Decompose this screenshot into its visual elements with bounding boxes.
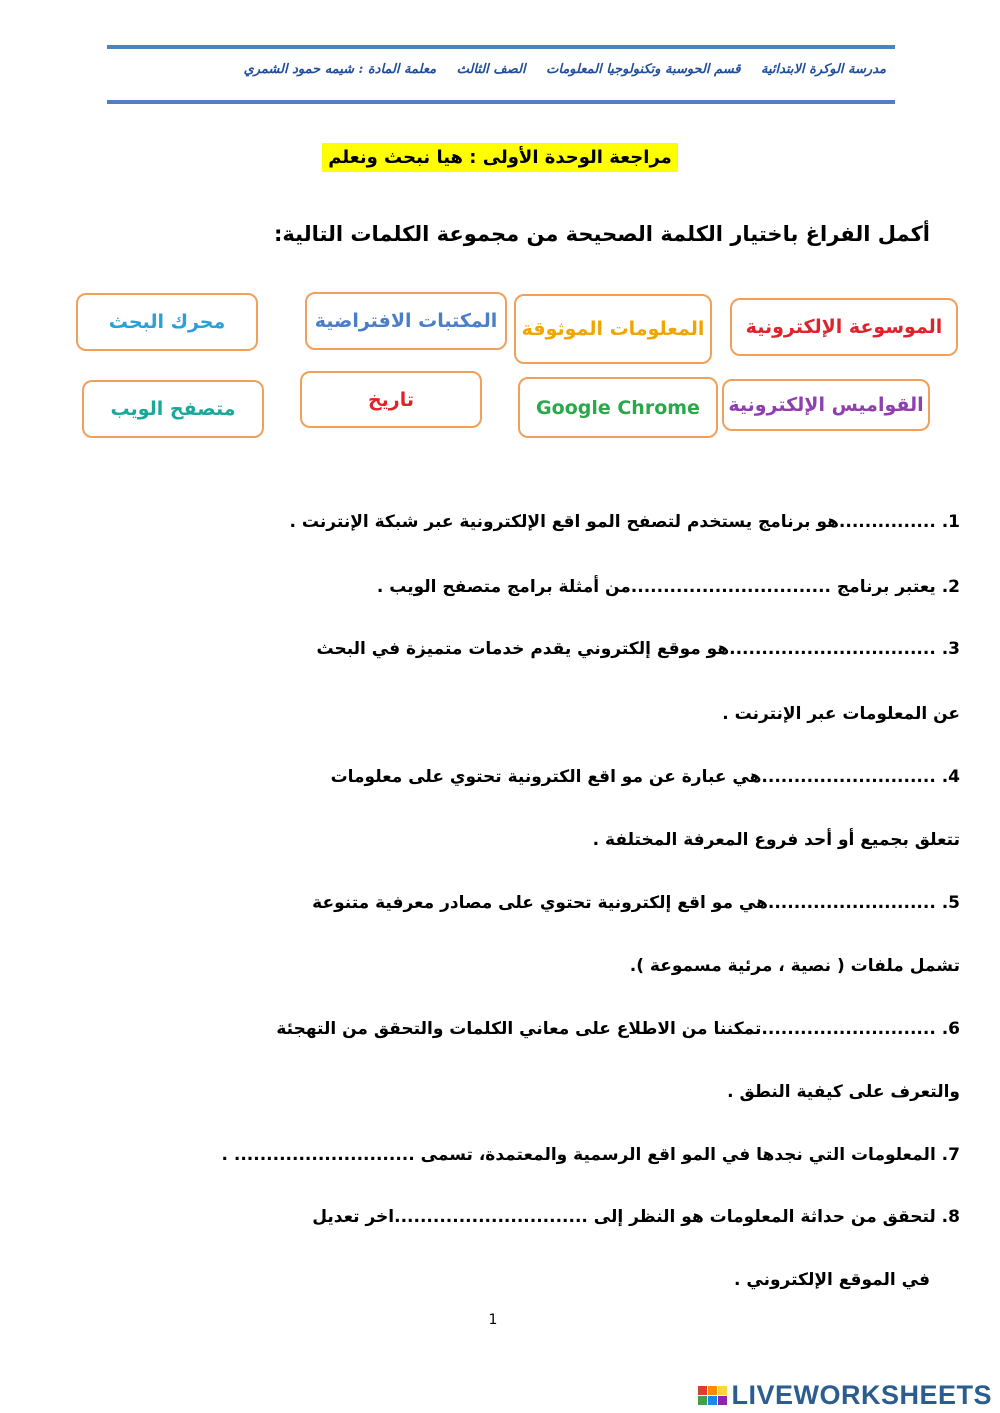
question-5: 5. ..........................هي مو اقع إلكترونية تحتوي على مصادر معرفية متنوعة [312,893,960,913]
word-box-encyclopedia[interactable] [730,298,958,356]
question-3: 3. ................................هو موقع إلكتروني يقدم خدمات متميزة في البحث [316,639,960,659]
word-label: Google Chrome [536,396,700,419]
department-name: قسم الحوسبة وتكنولوجيا المعلومات [546,62,741,77]
worksheet-title: مراجعة الوحدة الأولى : هيا نبحث ونعلم [322,143,678,172]
liveworksheets-logo-icon [698,1386,727,1405]
teacher-name: معلمة المادة : شيمه حمود الشمري [243,62,437,77]
question-4-cont: تتعلق بجميع أو أحد فروع المعرفة المختلفة . [592,830,960,850]
school-header [110,62,886,77]
word-label: المعلومات الموثوقة [521,318,705,340]
word-label: المكتبات الافتراضية [314,310,498,332]
brand-text: LIVEWORKSHEETS [731,1380,992,1410]
question-4: 4. ...........................هي عبارة عن مو اقع الكترونية تحتوي على معلومات [330,767,960,787]
header-bottom-rule [107,100,895,104]
question-2: 2. يعتبر برنامج ...............................من أمثلة برامج متصفح الويب . [376,577,960,597]
question-6-cont: والتعرف على كيفية النطق . [727,1082,960,1102]
question-3-cont: عن المعلومات عبر الإنترنت . [722,704,960,724]
word-label: الموسوعة الإلكترونية [745,316,943,338]
school-name: مدرسة الوكرة الابتدائية [761,62,886,77]
instruction-text: أكمل الفراغ باختيار الكلمة الصحيحة من مجموعة الكلمات التالية: [273,222,930,246]
question-5-cont: تشمل ملفات ( نصية ، مرئية مسموعة ). [629,956,960,976]
word-label: القواميس الإلكترونية [728,394,924,416]
question-6: 6. ...........................تمكننا من الاطلاع على معاني الكلمات والتحقق من التهجئة [276,1019,960,1039]
word-box-google-chrome[interactable] [518,377,718,438]
word-box-e-dictionaries[interactable] [722,379,930,431]
logo-tile [718,1386,727,1395]
liveworksheets-brand[interactable] [698,1380,992,1411]
word-label: تاريخ [367,388,415,411]
word-box-virtual-libraries[interactable] [305,292,507,350]
word-box-web-browser[interactable] [82,380,264,438]
question-7: 7. المعلومات التي نجدها في المو اقع الرسمية والمعتمدة، تسمى ............................ . [221,1145,960,1165]
question-8: 8. لتحقق من حداثة المعلومات هو النظر إلى ..............................اخر تعديل [312,1207,960,1227]
header-top-rule [107,45,895,49]
logo-tile [708,1386,717,1395]
logo-tile [708,1396,717,1405]
title-container [0,143,1000,172]
word-label: محرك البحث [108,311,226,333]
logo-tile [698,1396,707,1405]
logo-tile [698,1386,707,1395]
word-box-search-engine[interactable] [76,293,258,351]
page-number: 1 [488,1312,498,1328]
grade-label: الصف الثالث [456,62,526,77]
word-box-reliable-info[interactable] [514,294,712,364]
word-label: متصفح الويب [110,398,236,420]
question-1: 1. ...............هو برنامج يستخدم لتصفح المو اقع الإلكترونية عبر شبكة الإنترنت . [289,512,960,532]
logo-tile [718,1396,727,1405]
word-box-date[interactable] [300,371,482,428]
question-8-cont: في الموقع الإلكتروني . [734,1270,930,1290]
